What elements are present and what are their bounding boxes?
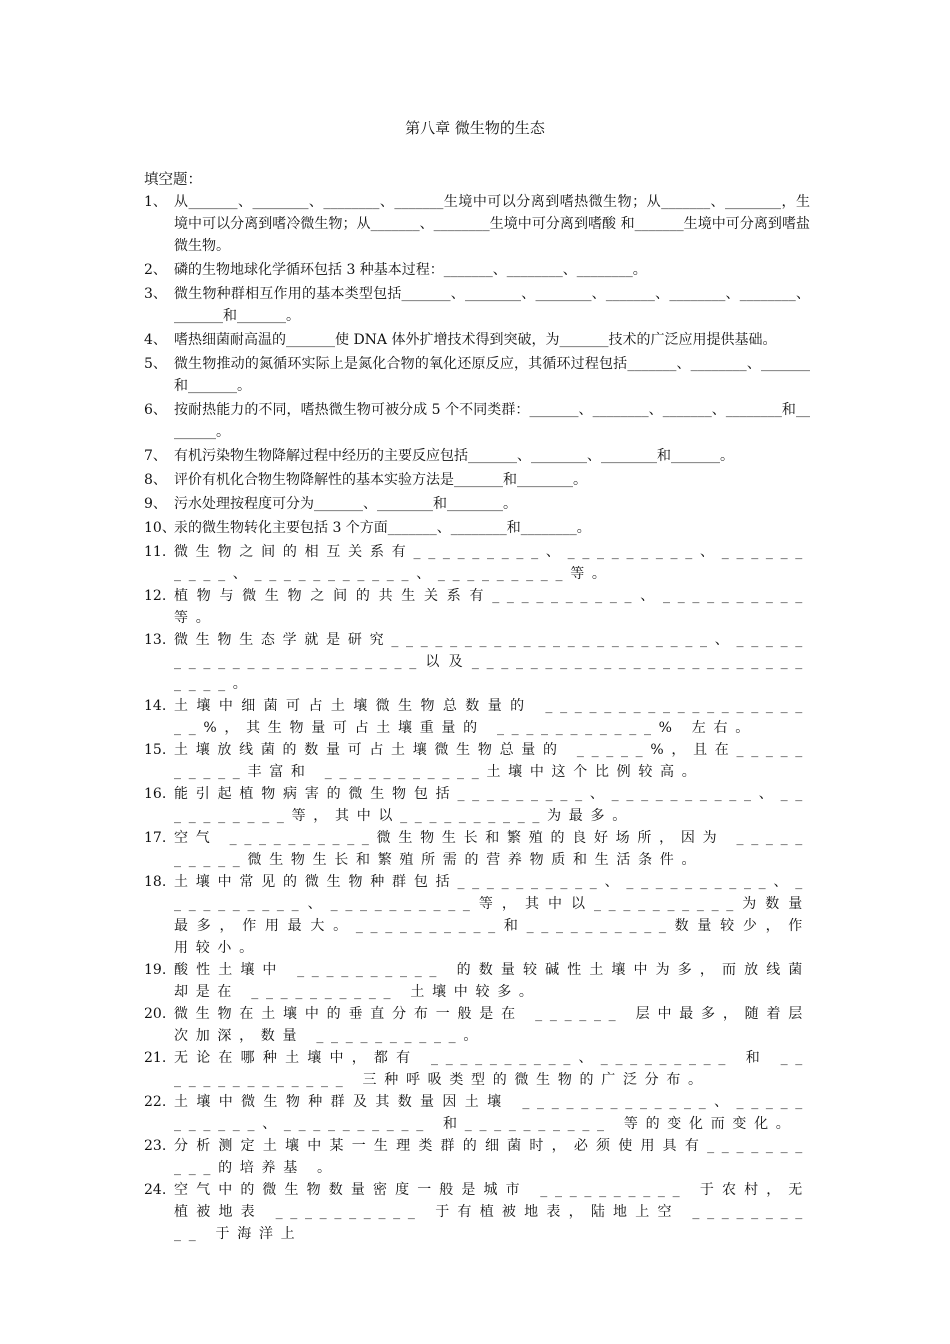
question-number: 11. [144, 544, 167, 560]
question-item [144, 695, 810, 739]
question-item [144, 585, 810, 629]
question-item [144, 1047, 810, 1091]
question-number: 19. [144, 962, 167, 978]
question-item [144, 629, 810, 695]
question-number: 4、 [144, 332, 167, 348]
question-item [144, 959, 810, 1003]
question-item [144, 191, 810, 257]
question-text: 微生物种群相互作用的基本类型包括_______、________、________、_______、________、________、_______和_______。 [174, 286, 810, 324]
question-text: 土壤放线菌的数量可占土壤微生物总量的 _____%，且在__________丰富和 ___________土壤中这个比例较高。 [174, 742, 810, 780]
question-number: 10、 [144, 520, 176, 536]
question-number: 18. [144, 874, 167, 890]
question-number: 21. [144, 1050, 167, 1066]
question-text: 能引起植物病害的微生物包括_________、__________、__________等，其中以__________为最多。 [174, 786, 810, 824]
question-number: 7、 [144, 448, 167, 464]
question-text: 从_______、________、________、_______生境中可以分离到嗜热微生物；从_______、________，生境中可以分离到嗜冷微生物；从_______、________生境中可分离到嗜酸 和_______生境中可分离到嗜盐微生物。 [174, 194, 810, 254]
question-item [144, 871, 810, 959]
question-number: 15. [144, 742, 167, 758]
question-text: 按耐热能力的不同，嗜热微生物可被分成 5 个不同类群：_______、________、_______、________和________。 [174, 402, 810, 440]
question-item [144, 517, 810, 539]
question-item [144, 783, 810, 827]
question-text: 微生物在土壤中的垂直分布一般是在 ______ 层中最多，随着层次加深，数量 __________。 [174, 1006, 810, 1044]
question-item [144, 283, 810, 327]
question-text: 土壤中细菌可占土壤微生物总数量的 ____________________%，其生物量可占土壤重量的 ___________% 左右。 [174, 698, 810, 736]
question-item [144, 353, 810, 397]
question-list [144, 191, 810, 1245]
question-item [144, 445, 810, 467]
question-number: 13. [144, 632, 167, 648]
question-text: 微生物之间的相互关系有_________、_________、__________、___________、_________等。 [174, 544, 810, 582]
question-item [144, 1135, 810, 1179]
question-item [144, 259, 810, 281]
question-number: 5、 [144, 356, 167, 372]
question-item [144, 1091, 810, 1135]
question-number: 20. [144, 1006, 167, 1022]
question-text: 土壤中常见的微生物种群包括__________、__________、__________、__________等，其中以__________为数量最多，作用最大。__________和__________数量较少，作用较小。 [174, 874, 810, 956]
question-text: 分析测定土壤中某一生理类群的细菌时，必须使用具有__________的培养基 。 [174, 1138, 810, 1176]
question-text: 嗜热细菌耐高温的_______使 DNA 体外扩增技术得到突破，为_______技术的广泛应用提供基础。 [174, 332, 777, 348]
question-text: 无论在哪种土壤中，都有 __________、_________ 和 ______________ 三种呼吸类型的微生物的广泛分布。 [174, 1050, 810, 1088]
question-text: 空气 __________微生物生长和繁殖的良好场所，因为 __________微生物生长和繁殖所需的营养物质和生活条件。 [174, 830, 810, 868]
chapter-title: 第八章 微生物的生态 [405, 119, 545, 137]
question-number: 6、 [144, 402, 167, 418]
question-text: 磷的生物地球化学循环包括 3 种基本过程：_______、________、________。 [174, 262, 647, 278]
question-number: 22. [144, 1094, 167, 1110]
question-item [144, 1003, 810, 1047]
question-item [144, 1179, 810, 1245]
question-text: 植物与微生物之间的共生关系有__________、__________等。 [174, 588, 810, 626]
question-item [144, 541, 810, 585]
question-text: 微生物生态学就是研究______________________、______________________以及___________________________。 [174, 632, 810, 692]
question-number: 17. [144, 830, 167, 846]
question-text: 有机污染物生物降解过程中经历的主要反应包括_______、________、________和_______。 [174, 448, 734, 464]
question-text: 空气中的微生物数量密度一般是城市 __________ 于农村，无植被地表 __________ 于有植被地表，陆地上空 __________ 于海洋上 [174, 1182, 810, 1242]
question-number: 9、 [144, 496, 167, 512]
question-number: 12. [144, 588, 167, 604]
question-item [144, 399, 810, 443]
question-number: 23. [144, 1138, 167, 1154]
question-item [144, 329, 810, 351]
question-item [144, 739, 810, 783]
question-number: 2、 [144, 262, 167, 278]
question-text: 土壤中微生物种群及其数量因土壤 _____________、___________、__________ 和__________ 等的变化而变化。 [174, 1094, 810, 1132]
question-text: 酸性土壤中 __________ 的数量较碱性土壤中为多，而放线菌却是在 __________ 土壤中较多。 [174, 962, 810, 1000]
question-number: 14. [144, 698, 167, 714]
question-number: 24. [144, 1182, 167, 1198]
question-text: 评价有机化合物生物降解性的基本实验方法是_______和________。 [174, 472, 587, 488]
section-label: 填空题： [144, 172, 202, 188]
question-number: 8、 [144, 472, 167, 488]
question-number: 16. [144, 786, 167, 802]
question-item [144, 827, 810, 871]
question-number: 1、 [144, 194, 167, 210]
question-number: 3、 [144, 286, 167, 302]
question-text: 微生物推动的氮循环实际上是氮化合物的氧化还原反应，其循环过程包括_______、________、_______和_______。 [174, 356, 810, 394]
question-text: 污水处理按程度可分为_______、________和________。 [174, 496, 517, 512]
question-item [144, 493, 810, 515]
question-item [144, 469, 810, 491]
question-text: 汞的微生物转化主要包括 3 个方面_______、________和________。 [174, 520, 591, 536]
